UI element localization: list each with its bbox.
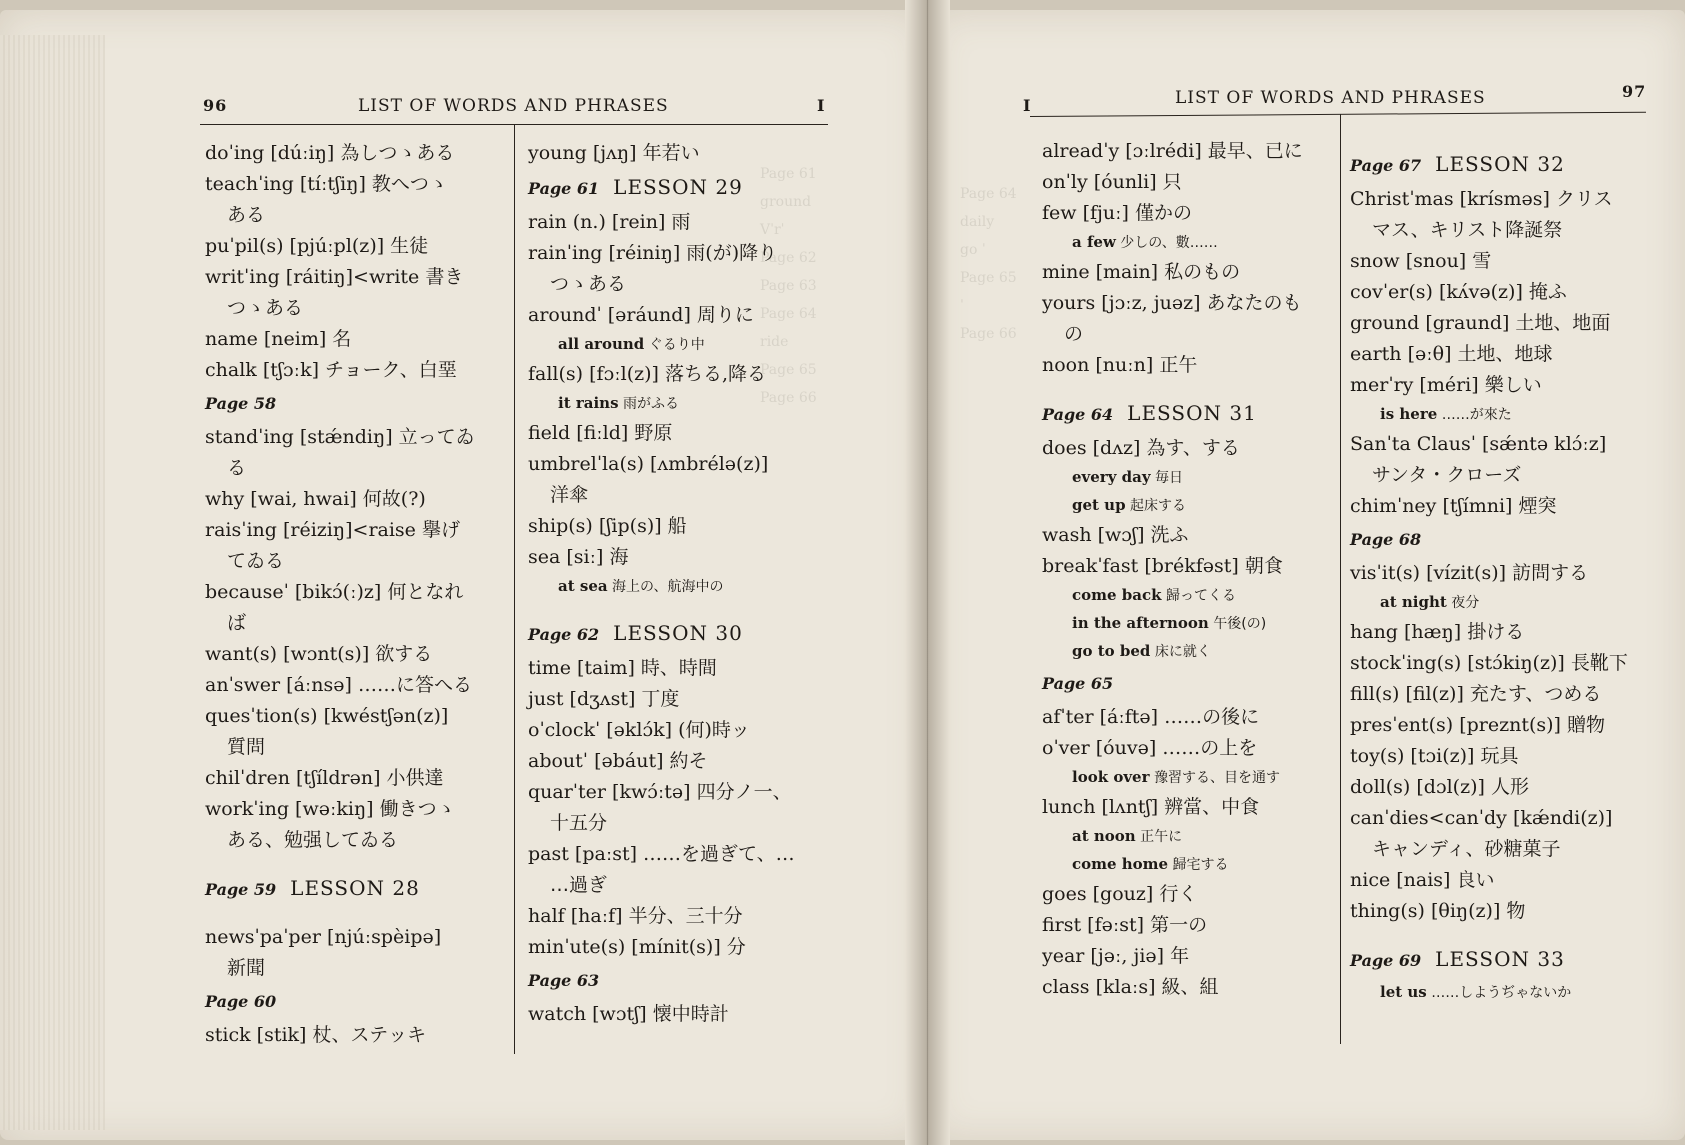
phrase-entry bbox=[1042, 851, 1337, 879]
phrase-japanese: 少しの、數…… bbox=[1115, 235, 1218, 251]
page-reference: Page 58 bbox=[205, 394, 277, 413]
spacer bbox=[205, 908, 505, 922]
word-entry: oˈver [óuvə] ……の上を bbox=[1042, 737, 1258, 759]
word-entry: minˈute(s) [mínit(s)] 分 bbox=[528, 936, 746, 958]
word-entry: raisˈing [réiziŋ]<raise 擧げ bbox=[205, 519, 460, 541]
section-mark-right: I bbox=[1023, 96, 1032, 115]
phrase-entry bbox=[1042, 229, 1337, 257]
word-entry: afˈter [áːftə] ……の後に bbox=[1042, 706, 1260, 728]
phrase-japanese: 豫習する、目を通す bbox=[1149, 770, 1280, 786]
page-reference-heading bbox=[1350, 941, 1665, 979]
lesson-title: LESSON 29 bbox=[613, 175, 743, 199]
word-entry: want(s) [wɔnt(s)] 欲する bbox=[205, 643, 433, 665]
word-entry: thing(s) [θiŋ(z)] 物 bbox=[1350, 900, 1526, 922]
word-entry: onˈly [óunli] 只 bbox=[1042, 171, 1182, 193]
phrase-japanese: 歸宅する bbox=[1168, 857, 1229, 873]
lesson-title: LESSON 32 bbox=[1435, 152, 1565, 176]
word-entry: canˈdies<canˈdy [kǽndi(z)] bbox=[1350, 807, 1613, 829]
word-entry: stockˈing(s) [stɔ́kiŋ(z)] 長靴下 bbox=[1350, 652, 1628, 674]
word-entry: rainˈing [réiniŋ] 雨(が)降り bbox=[528, 242, 778, 264]
phrase-english: let us bbox=[1380, 983, 1427, 1001]
lesson-title: LESSON 28 bbox=[290, 876, 420, 900]
page-edges bbox=[0, 35, 105, 1130]
word-entry: ship(s) [ʃip(s)] 船 bbox=[528, 515, 687, 537]
phrase-entry bbox=[1350, 401, 1665, 429]
phrase-japanese: 雨がふる bbox=[618, 396, 679, 412]
phrase-entry bbox=[1042, 764, 1337, 792]
word-entry: newsˈpaˈper [njúːspèipə] bbox=[205, 926, 442, 948]
word-entry: Christˈmas [krísməs] クリス bbox=[1350, 188, 1613, 210]
page-number-left: 96 bbox=[203, 96, 228, 115]
lesson-title: LESSON 31 bbox=[1127, 401, 1257, 425]
phrase-english: a few bbox=[1072, 233, 1116, 251]
word-entry: nice [nais] 良い bbox=[1350, 869, 1495, 891]
page-reference: Page 67 bbox=[1350, 156, 1422, 175]
page-reference-heading bbox=[1350, 522, 1665, 558]
word-entry: quarˈter [kwɔ́ːtə] 四分ノ一、 bbox=[528, 781, 792, 803]
word-entry: doll(s) [dɔl(z)] 人形 bbox=[1350, 776, 1529, 798]
word-entry: aroundˈ [əráund] 周りに bbox=[528, 304, 754, 326]
word-entry: earth [əːθ] 土地、地球 bbox=[1350, 343, 1553, 365]
running-head-left: LIST OF WORDS AND PHRASES bbox=[358, 96, 669, 116]
spacer bbox=[205, 856, 505, 870]
entry-continuation: 質問 bbox=[227, 736, 266, 758]
page-reference: Page 59 bbox=[205, 880, 277, 899]
phrase-entry bbox=[1042, 823, 1337, 851]
word-entry: stick [stik] 杖、ステッキ bbox=[205, 1024, 427, 1046]
phrase-english: it rains bbox=[558, 394, 619, 412]
spacer bbox=[1042, 381, 1337, 395]
word-entry: quesˈtion(s) [kwéstʃən(z)] bbox=[205, 705, 449, 727]
entry-continuation: つゝある bbox=[227, 297, 304, 319]
show-through-text: Page 61 ground Vˈrˈ Page 62 Page 63 Page 64 ride Page 65 Page 66 bbox=[760, 166, 817, 406]
page-reference: Page 69 bbox=[1350, 951, 1422, 970]
phrase-english: every day bbox=[1072, 468, 1151, 486]
word-entry: puˈpil(s) [pjúːpl(z)] 生徒 bbox=[205, 235, 429, 257]
word-entry: doˈing [dúːiŋ] 為しつゝある bbox=[205, 142, 455, 164]
word-entry: name [neim] 名 bbox=[205, 328, 352, 350]
phrase-entry bbox=[528, 390, 828, 418]
entry-continuation: 十五分 bbox=[550, 812, 608, 834]
phrase-japanese: ……しようぢゃないか bbox=[1426, 985, 1572, 1001]
entry-continuation: 洋傘 bbox=[550, 484, 589, 506]
word-entry: workˈing [wəːkiŋ] 働きつゝ bbox=[205, 798, 456, 820]
word-entry: standˈing [stǽndiŋ] 立ってゐ bbox=[205, 426, 475, 448]
word-entry: alreadˈy [ɔːlrédi] 最早、已に bbox=[1042, 140, 1303, 162]
phrase-entry bbox=[1042, 610, 1337, 638]
word-entry: yours [jɔːz, juəz] あなたのも bbox=[1042, 292, 1302, 314]
phrase-entry bbox=[528, 331, 828, 359]
phrase-japanese: 床に就く bbox=[1150, 644, 1211, 660]
page-number-right: 97 bbox=[1622, 82, 1647, 101]
phrase-english: come home bbox=[1072, 855, 1169, 873]
phrase-entry bbox=[1042, 638, 1337, 666]
page-reference-heading bbox=[205, 870, 505, 908]
phrase-english: in the afternoon bbox=[1072, 614, 1209, 632]
column-rule-right bbox=[1340, 114, 1341, 1044]
phrase-english: at sea bbox=[558, 577, 608, 595]
page-reference: Page 61 bbox=[528, 179, 600, 198]
phrase-entry bbox=[1350, 979, 1665, 1007]
word-entry: field [fiːld] 野原 bbox=[528, 422, 673, 444]
phrase-entry bbox=[1042, 582, 1337, 610]
word-entry: mine [main] 私のもの bbox=[1042, 261, 1241, 283]
word-entry: chilˈdren [tʃíldrən] 小供達 bbox=[205, 767, 444, 789]
phrase-entry bbox=[1042, 464, 1337, 492]
phrase-japanese: ぐるり中 bbox=[644, 337, 705, 353]
word-entry: breakˈfast [brékfəst] 朝食 bbox=[1042, 555, 1283, 577]
phrase-english: come back bbox=[1072, 586, 1162, 604]
right-column-1 bbox=[1042, 136, 1337, 1003]
word-entry: young [jʌŋ] 年若い bbox=[528, 142, 700, 164]
word-entry: visˈit(s) [vízit(s)] 訪問する bbox=[1350, 562, 1589, 584]
page-reference: Page 63 bbox=[528, 971, 600, 990]
page-reference: Page 65 bbox=[1042, 674, 1114, 693]
word-entry: chalk [tʃɔːk] チョーク、白堊 bbox=[205, 359, 457, 381]
phrase-japanese: 午後(の) bbox=[1208, 616, 1267, 632]
phrase-english: all around bbox=[558, 335, 645, 353]
left-column-2 bbox=[528, 138, 828, 1030]
phrase-entry bbox=[1350, 589, 1665, 617]
phrase-english: at night bbox=[1380, 593, 1447, 611]
word-entry: rain (n.) [rein] 雨 bbox=[528, 211, 691, 233]
phrase-japanese: 起床する bbox=[1125, 498, 1187, 514]
page-reference-heading bbox=[1042, 666, 1337, 702]
word-entry: goes [gouz] 行く bbox=[1042, 883, 1198, 905]
word-entry: writˈing [ráitiŋ]<write 書き bbox=[205, 266, 464, 288]
word-entry: fall(s) [fɔːl(z)] 落ちる,降る bbox=[528, 363, 767, 385]
entry-continuation: ある bbox=[227, 204, 266, 226]
phrase-english: at noon bbox=[1072, 827, 1136, 845]
word-entry: covˈer(s) [kʌ́və(z)] 掩ふ bbox=[1350, 281, 1567, 303]
word-entry: wash [wɔʃ] 洗ふ bbox=[1042, 524, 1189, 546]
word-entry: hang [hæŋ] 掛ける bbox=[1350, 621, 1525, 643]
section-mark-left: I bbox=[817, 96, 826, 115]
spacer bbox=[528, 601, 828, 615]
entry-continuation: つゝある bbox=[550, 273, 627, 295]
entry-continuation: ある、勉强してゐる bbox=[227, 829, 399, 851]
lesson-title: LESSON 33 bbox=[1435, 947, 1565, 971]
phrase-japanese: 夜分 bbox=[1446, 595, 1480, 611]
word-entry: aboutˈ [əbáut] 約そ bbox=[528, 750, 708, 772]
phrase-entry bbox=[1042, 492, 1337, 520]
page-reference: Page 60 bbox=[205, 992, 277, 1011]
page-reference-heading bbox=[528, 963, 828, 999]
entry-continuation: てゐる bbox=[227, 550, 285, 572]
word-entry: just [dʒʌst] 丁度 bbox=[528, 688, 680, 710]
word-entry: past [paːst] ……を過ぎて、… bbox=[528, 843, 795, 865]
page-reference-heading bbox=[1350, 146, 1665, 184]
phrase-entry bbox=[528, 573, 828, 601]
page-reference-heading bbox=[1042, 395, 1337, 433]
page-reference-heading bbox=[205, 386, 505, 422]
page-reference: Page 62 bbox=[528, 625, 600, 644]
phrase-japanese: 歸ってくる bbox=[1161, 588, 1236, 604]
word-entry: Sanˈta Clausˈ [sǽntə klɔ́ːz] bbox=[1350, 433, 1607, 455]
word-entry: toy(s) [tɔi(z)] 玩具 bbox=[1350, 745, 1519, 767]
word-entry: ground [graund] 土地、地面 bbox=[1350, 312, 1611, 334]
word-entry: first [fəːst] 第一の bbox=[1042, 914, 1208, 936]
word-entry: umbrelˈla(s) [ʌmbrélə(z)] bbox=[528, 453, 769, 475]
word-entry: presˈent(s) [preznt(s)] 贈物 bbox=[1350, 714, 1606, 736]
phrase-english: go to bed bbox=[1072, 642, 1151, 660]
phrase-japanese: ……が來た bbox=[1437, 407, 1512, 423]
running-head-right: LIST OF WORDS AND PHRASES bbox=[1175, 88, 1486, 108]
word-entry: snow [snou] 雪 bbox=[1350, 250, 1492, 272]
entry-continuation: 新聞 bbox=[227, 957, 266, 979]
entry-continuation: サンタ・クローズ bbox=[1372, 464, 1522, 486]
word-entry: lunch [lʌntʃ] 辨當、中食 bbox=[1042, 796, 1260, 818]
word-entry: class [klaːs] 級、組 bbox=[1042, 976, 1219, 998]
book-gutter bbox=[905, 0, 950, 1145]
page-reference: Page 64 bbox=[1042, 405, 1114, 424]
page-reference-heading bbox=[528, 169, 828, 207]
entry-continuation: の bbox=[1064, 323, 1084, 345]
word-entry: merˈry [méri] 樂しい bbox=[1350, 374, 1542, 396]
word-entry: becauseˈ [bikɔ́(ː)z] 何となれ bbox=[205, 581, 464, 603]
page-reference-heading bbox=[205, 984, 505, 1020]
word-entry: teachˈing [tíːtʃiŋ] 教へつゝ bbox=[205, 173, 448, 195]
page-reference-heading bbox=[528, 615, 828, 653]
word-entry: noon [nuːn] 正午 bbox=[1042, 354, 1198, 376]
word-entry: fill(s) [fil(z)] 充たす、つめる bbox=[1350, 683, 1602, 705]
show-through-text: Page 64 daily go ˈ Page 65 ˈ Page 66 bbox=[960, 186, 1017, 342]
left-column-1 bbox=[205, 138, 505, 1051]
entry-continuation: ば bbox=[227, 612, 247, 634]
word-entry: sea [siː] 海 bbox=[528, 546, 629, 568]
page-reference: Page 68 bbox=[1350, 530, 1422, 549]
word-entry: year [jəː, jiə] 年 bbox=[1042, 945, 1190, 967]
word-entry: watch [wɔtʃ] 懐中時計 bbox=[528, 1003, 729, 1025]
word-entry: anˈswer [áːnsə] ……に答へる bbox=[205, 674, 472, 696]
entry-continuation: マス、キリスト降誕祭 bbox=[1372, 219, 1563, 241]
lesson-title: LESSON 30 bbox=[613, 621, 743, 645]
entry-continuation: …過ぎ bbox=[550, 874, 608, 896]
column-rule-left bbox=[514, 124, 515, 1054]
spacer bbox=[1350, 927, 1665, 941]
word-entry: oˈclockˈ [əklɔ́k] (何)時ッ bbox=[528, 719, 750, 741]
word-entry: does [dʌz] 為す、する bbox=[1042, 437, 1240, 459]
phrase-japanese: 海上の、航海中の bbox=[607, 579, 724, 595]
phrase-english: look over bbox=[1072, 768, 1150, 786]
phrase-english: get up bbox=[1072, 496, 1126, 514]
word-entry: few [fjuː] 僅かの bbox=[1042, 202, 1193, 224]
right-column-2 bbox=[1350, 146, 1665, 1007]
word-entry: time [taim] 時、時間 bbox=[528, 657, 717, 679]
phrase-japanese: 正午に bbox=[1135, 829, 1183, 845]
word-entry: half [haːf] 半分、三十分 bbox=[528, 905, 743, 927]
entry-continuation: キャンディ、砂糖菓子 bbox=[1372, 838, 1561, 860]
entry-continuation: る bbox=[227, 457, 247, 479]
phrase-english: is here bbox=[1380, 405, 1438, 423]
word-entry: chimˈney [tʃímni] 煙突 bbox=[1350, 495, 1557, 517]
word-entry: why [wai, hwai] 何故(?) bbox=[205, 488, 426, 510]
phrase-japanese: 毎日 bbox=[1150, 470, 1184, 486]
